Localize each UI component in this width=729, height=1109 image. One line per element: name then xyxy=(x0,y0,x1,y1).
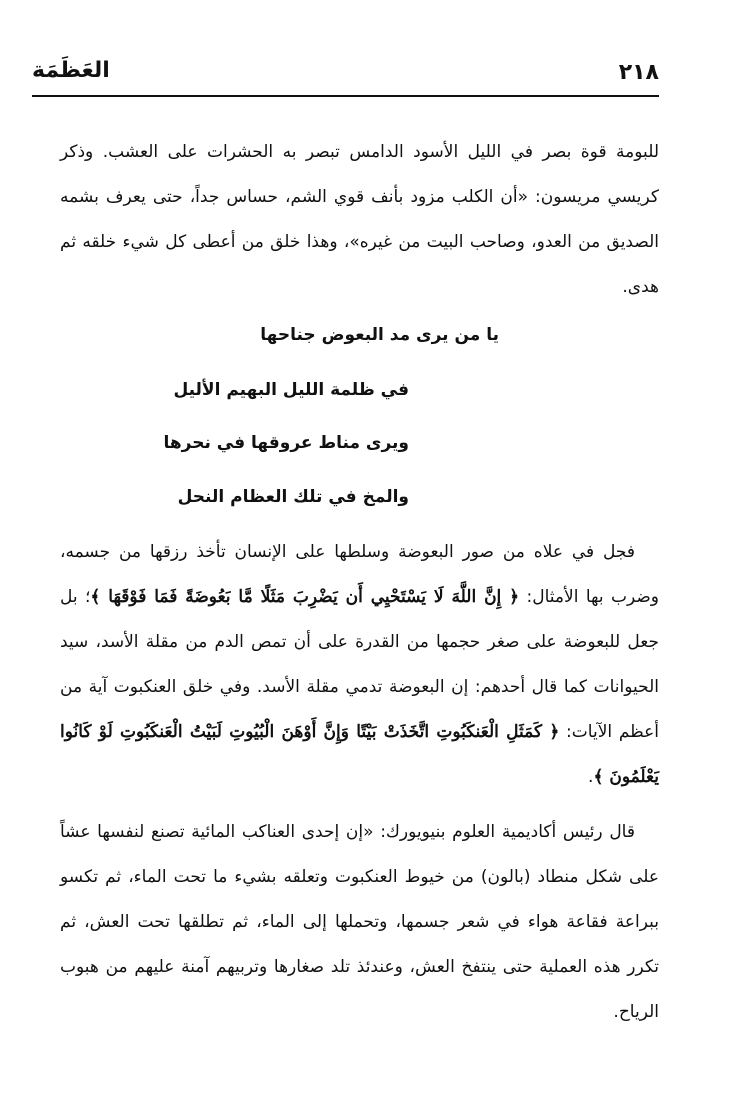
paragraph-text: للبومة قوة بصر في الليل الأسود الدامس تبصر به الحشرات على العشب. وذكر كريسي مريسون: «أن الكلب مزود بأنف قوي الشم، حساس جداً، حتى يعرف بشمه الصديق من العدو، وصاحب البيت من غيره»، وهذا خلق من أعطى كل شيء خلقه ثم هدى. xyxy=(60,142,659,297)
verse-line-3: ويرى مناط عروقها في نحرها xyxy=(163,433,409,453)
paragraph-owl-dog xyxy=(60,130,659,310)
running-title: العَظَمَة xyxy=(32,58,110,83)
paragraph-text xyxy=(60,530,659,800)
text-segment: . xyxy=(588,767,594,787)
verse-line-1: يا من يرى مد البعوض جناحها xyxy=(260,325,499,345)
quran-quote: ﴿ كَمَثَلِ الْعَنكَبُوتِ اتَّخَذَتْ بَيْتًا وَإِنَّ أَوْهَنَ الْبُيُوتِ لَبَيْتُ الْعَنكَبُوتِ لَوْ كَانُوا يَعْلَمُونَ ﴾ xyxy=(60,722,659,787)
page-header xyxy=(32,58,659,94)
header-divider xyxy=(32,95,659,97)
text-segment: فجل في علاه من صور البعوضة وسلطها على الإنسان تأخذ رزقها من جسمه، وضرب بها الأمثال: xyxy=(60,542,659,607)
text-segment: ؛ بل جعل للبعوضة على صغر حجمها من القدرة على أن تمص الدم من مقلة الأسد، سيد الحيوانات كما قال أحدهم: إن البعوضة تدمي مقلة الأسد. وفي خلق العنكبوت آية من أعظم الآيات: xyxy=(60,587,659,742)
quran-quote: ﴿ إِنَّ اللَّهَ لَا يَسْتَحْيِي أَن يَضْرِبَ مَثَلًا مَّا بَعُوضَةً فَمَا فَوْقَهَا ﴾ xyxy=(90,587,520,607)
verse-line-2: في ظلمة الليل البهيم الأليل xyxy=(173,380,409,400)
paragraph-text: قال رئيس أكاديمية العلوم بنيويورك: «إن إحدى العناكب المائية تصنع لنفسها عشاً على شكل منطاد (بالون) من خيوط العنكبوت وتعلقه بشيء ما تحت الماء، ثم تكسو ببراعة فقاعة هواء في شعر جسمها، وتحملها إلى الماء، ثم تطلقها تحت العش، ثم تكرر هذه العملية حتى ينتفخ العش، وعندئذ تلد صغارها وتربيهم آمنة عليهم من هبوب الرياح. xyxy=(60,822,659,1022)
paragraph-mosquito-spider xyxy=(60,530,659,800)
page-number: ٢١٨ xyxy=(618,60,659,85)
paragraph-water-spider xyxy=(60,810,659,1035)
verse-line-4: والمخ في تلك العظام النحل xyxy=(177,487,409,507)
